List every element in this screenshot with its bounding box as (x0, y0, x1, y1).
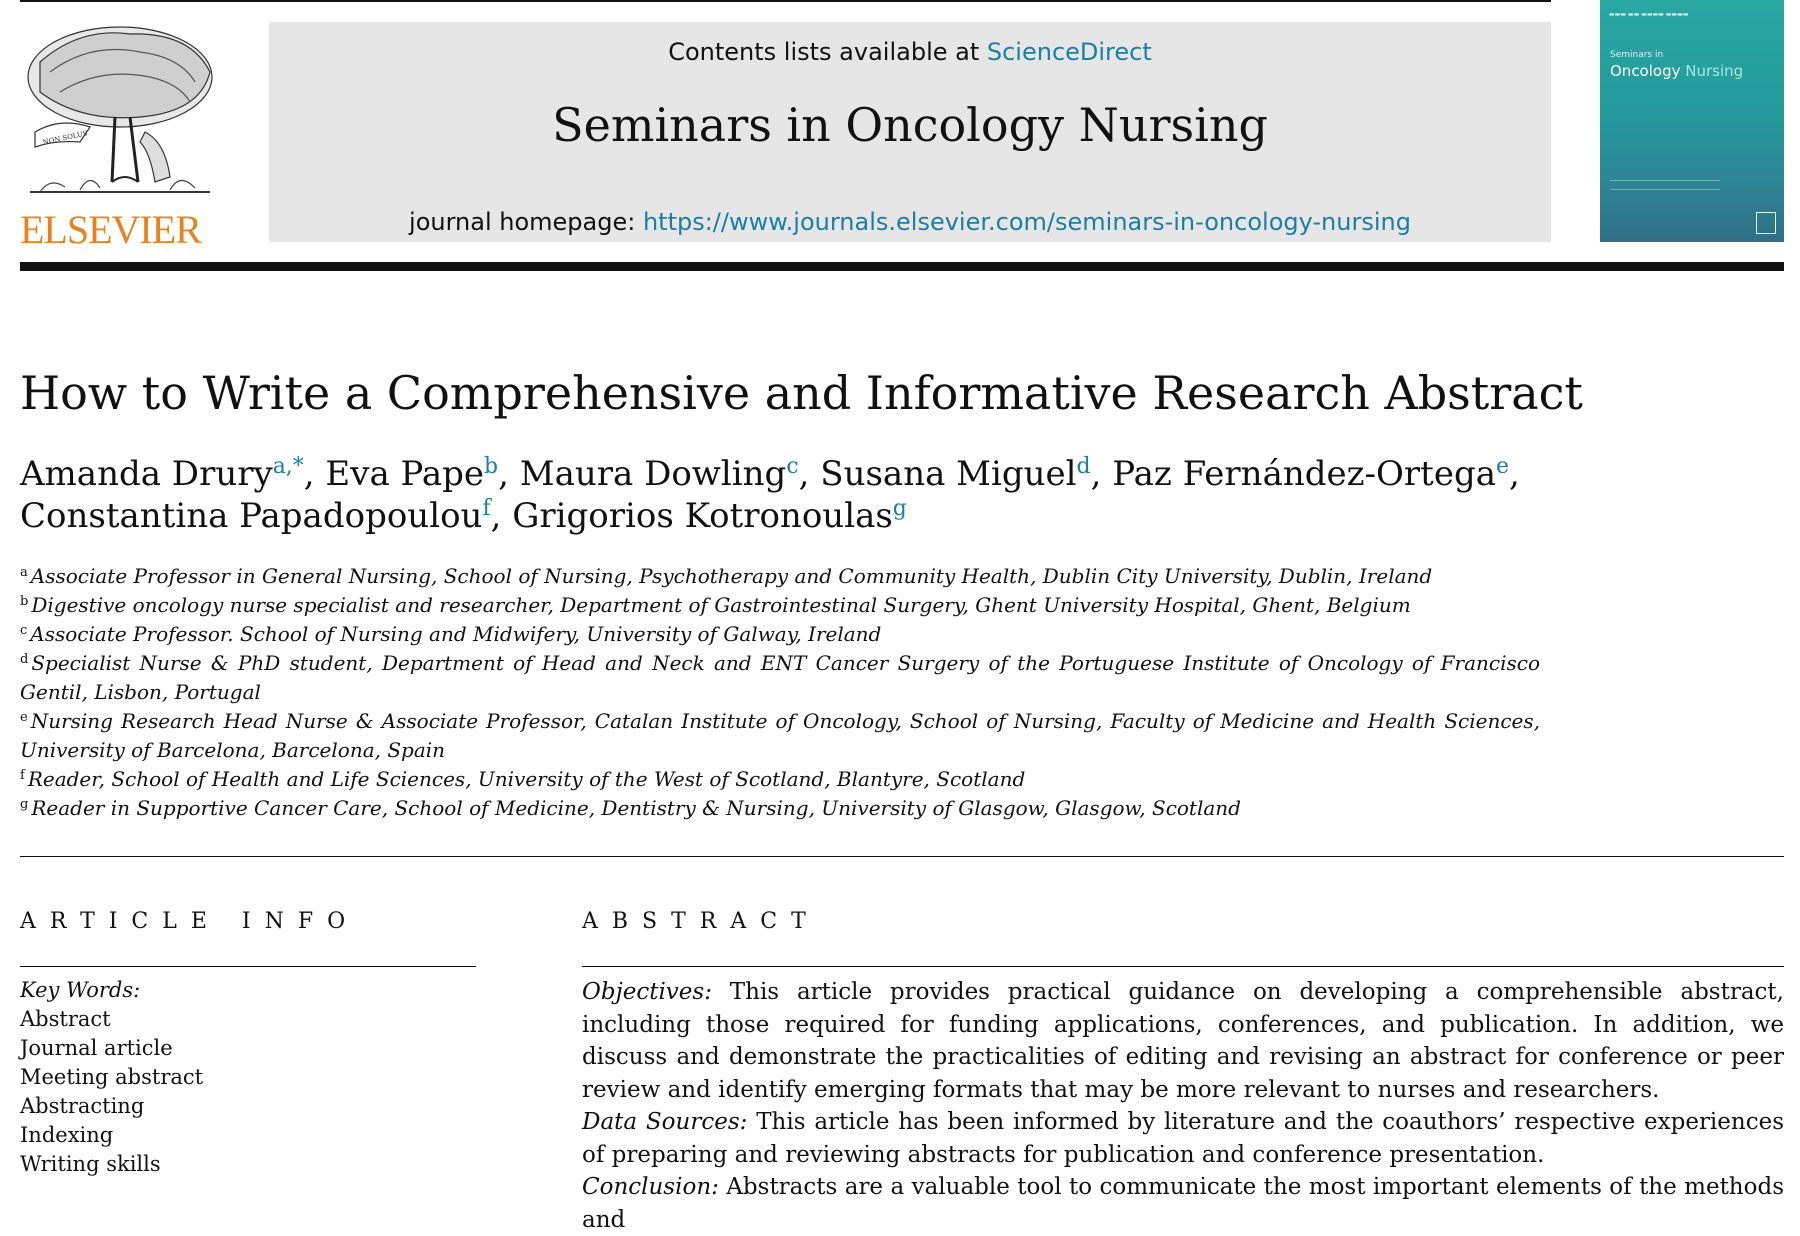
abstract-paragraph (582, 976, 1784, 1106)
keywords-label: Key Words: (20, 978, 141, 1002)
cover-text-lines (1610, 180, 1720, 190)
keyword-item: Indexing (20, 1123, 114, 1147)
affiliation-text: Reader, School of Health and Life Sciences, University of the West of Scotland, Blantyre, Scotland (27, 767, 1026, 791)
affiliation-text: Digestive oncology nurse specialist and researcher, Department of Gastrointestinal Surgery, Ghent University Hospital, Ghent, Belgium (31, 593, 1411, 617)
abstract-section-text: Abstracts are a valuable tool to communicate the most important elements of the methods and (582, 1174, 1784, 1233)
homepage-prefix: journal homepage: (409, 208, 643, 236)
author-separator: , (490, 496, 513, 536)
keyword-item: Journal article (20, 1036, 173, 1060)
abstract-body (582, 976, 1784, 1236)
cover-title (1610, 62, 1743, 80)
author-name[interactable]: Grigorios Kotronoulas (512, 496, 893, 536)
author-name[interactable]: Constantina Papadopoulou (20, 496, 483, 536)
cover-title-part1: Oncology (1610, 62, 1681, 80)
section-divider (20, 856, 1784, 857)
affiliation-text: Reader in Supportive Cancer Care, School of Medicine, Dentistry & Nursing, University of Glasgow, Glasgow, Scotland (31, 796, 1241, 820)
sciencedirect-link[interactable]: ScienceDirect (986, 38, 1152, 66)
affiliation-key: d (20, 652, 29, 667)
author-affiliation-ref[interactable]: f (482, 496, 491, 521)
cover-volume-line: ▬▬▬ ▬▬ ▬▬▬▬ ▬▬▬▬ (1609, 11, 1689, 18)
keyword-item: Meeting abstract (20, 1065, 204, 1089)
affiliation-key: a (20, 565, 28, 580)
header-thick-rule (20, 262, 1784, 271)
affiliation-text: Associate Professor. School of Nursing and Midwifery, University of Galway, Ireland (30, 622, 882, 646)
article-title: How to Write a Comprehensive and Informative Research Abstract (20, 366, 1583, 420)
affiliation-key: c (20, 623, 28, 638)
keyword-item: Abstract (20, 1007, 111, 1031)
tree-emblem-icon (20, 22, 220, 207)
author-separator: , (798, 454, 821, 494)
author-name[interactable]: Susana Miguel (820, 454, 1077, 494)
author-affiliation-ref[interactable]: c (786, 454, 799, 479)
author-name[interactable]: Maura Dowling (519, 454, 787, 494)
article-info-heading: ARTICLE INFO (20, 909, 360, 934)
affiliation-item (20, 765, 1540, 794)
author-affiliation-ref[interactable]: b (484, 454, 499, 479)
keywords-block (20, 976, 460, 1179)
contents-prefix: Contents lists available at (668, 38, 987, 66)
author-name[interactable]: Eva Pape (325, 454, 485, 494)
author-name[interactable]: Amanda Drury (20, 454, 273, 494)
affiliation-text: Specialist Nurse & PhD student, Department of Head and Neck and ENT Cancer Surgery of the Portuguese Institute of Oncology of Francisco Gentil, Lisbon, Portugal (20, 651, 1540, 704)
author-separator: , (1509, 454, 1520, 494)
affiliation-key: e (20, 710, 28, 725)
author-affiliation-ref[interactable]: e (1495, 454, 1510, 479)
article-info-rule (20, 966, 476, 967)
author-separator: , (303, 454, 326, 494)
abstract-section-label: Conclusion: (582, 1174, 719, 1200)
cover-small-label: Seminars in (1610, 50, 1664, 60)
author-affiliation-ref[interactable]: g (892, 496, 907, 521)
abstract-paragraph (582, 1171, 1784, 1236)
abstract-section-text: This article has been informed by literature and the coauthors’ respective experiences of preparing and reviewing abstracts for publication and conference presentation. (582, 1109, 1785, 1168)
author-list (20, 453, 1760, 537)
journal-title[interactable]: Seminars in Oncology Nursing (552, 98, 1268, 152)
affiliation-key: f (20, 768, 25, 783)
author-affiliation-ref[interactable]: d (1076, 454, 1091, 479)
abstract-paragraph (582, 1106, 1784, 1171)
keyword-item: Writing skills (20, 1152, 161, 1176)
affiliation-key: b (20, 594, 29, 609)
contents-line (269, 36, 1551, 68)
abstract-section-label: Data Sources: (582, 1109, 748, 1135)
keyword-item: Abstracting (20, 1094, 145, 1118)
affiliation-list (20, 562, 1540, 823)
affiliation-key: g (20, 797, 29, 812)
abstract-rule (582, 966, 1784, 967)
cover-title-part2: Nursing (1685, 62, 1744, 80)
logo-motto: NON SOLUS (41, 129, 89, 147)
affiliation-item (20, 794, 1540, 823)
journal-header (269, 22, 1551, 242)
author-affiliation-ref[interactable]: a,* (272, 454, 304, 479)
journal-cover-image[interactable] (1600, 0, 1784, 242)
affiliation-item (20, 649, 1540, 707)
affiliation-item (20, 562, 1540, 591)
affiliation-item (20, 707, 1540, 765)
cover-publisher-icon (1756, 212, 1776, 234)
abstract-section-text: This article provides practical guidance on developing a comprehensible abstract, including those required for funding applications, conferences, and publication. In addition, we discuss and demonstrate the practicalities of editing and revising an abstract for conference or peer review and identify emerging formats that may be more relevant to nurses and researchers. (582, 979, 1784, 1103)
author-separator: , (1090, 454, 1113, 494)
author-separator: , (498, 454, 520, 494)
affiliation-item (20, 591, 1540, 620)
top-rule (20, 0, 1551, 2)
elsevier-logo[interactable] (20, 22, 220, 252)
abstract-section-label: Objectives: (582, 979, 712, 1005)
affiliation-text: Nursing Research Head Nurse & Associate Professor, Catalan Institute of Oncology, School of Nursing, Faculty of Medicine and Health Sciences, University of Barcelona, Barcelona, Spain (20, 709, 1540, 762)
journal-homepage-link[interactable]: https://www.journals.elsevier.com/seminars-in-oncology-nursing (642, 208, 1411, 236)
abstract-heading: ABSTRACT (582, 909, 820, 934)
affiliation-item (20, 620, 1540, 649)
author-name[interactable]: Paz Fernández-Ortega (1112, 454, 1496, 494)
homepage-line (269, 206, 1551, 238)
elsevier-wordmark: ELSEVIER (20, 207, 201, 252)
affiliation-text: Associate Professor in General Nursing, School of Nursing, Psychotherapy and Community Health, Dublin City University, Dublin, Ireland (30, 564, 1433, 588)
